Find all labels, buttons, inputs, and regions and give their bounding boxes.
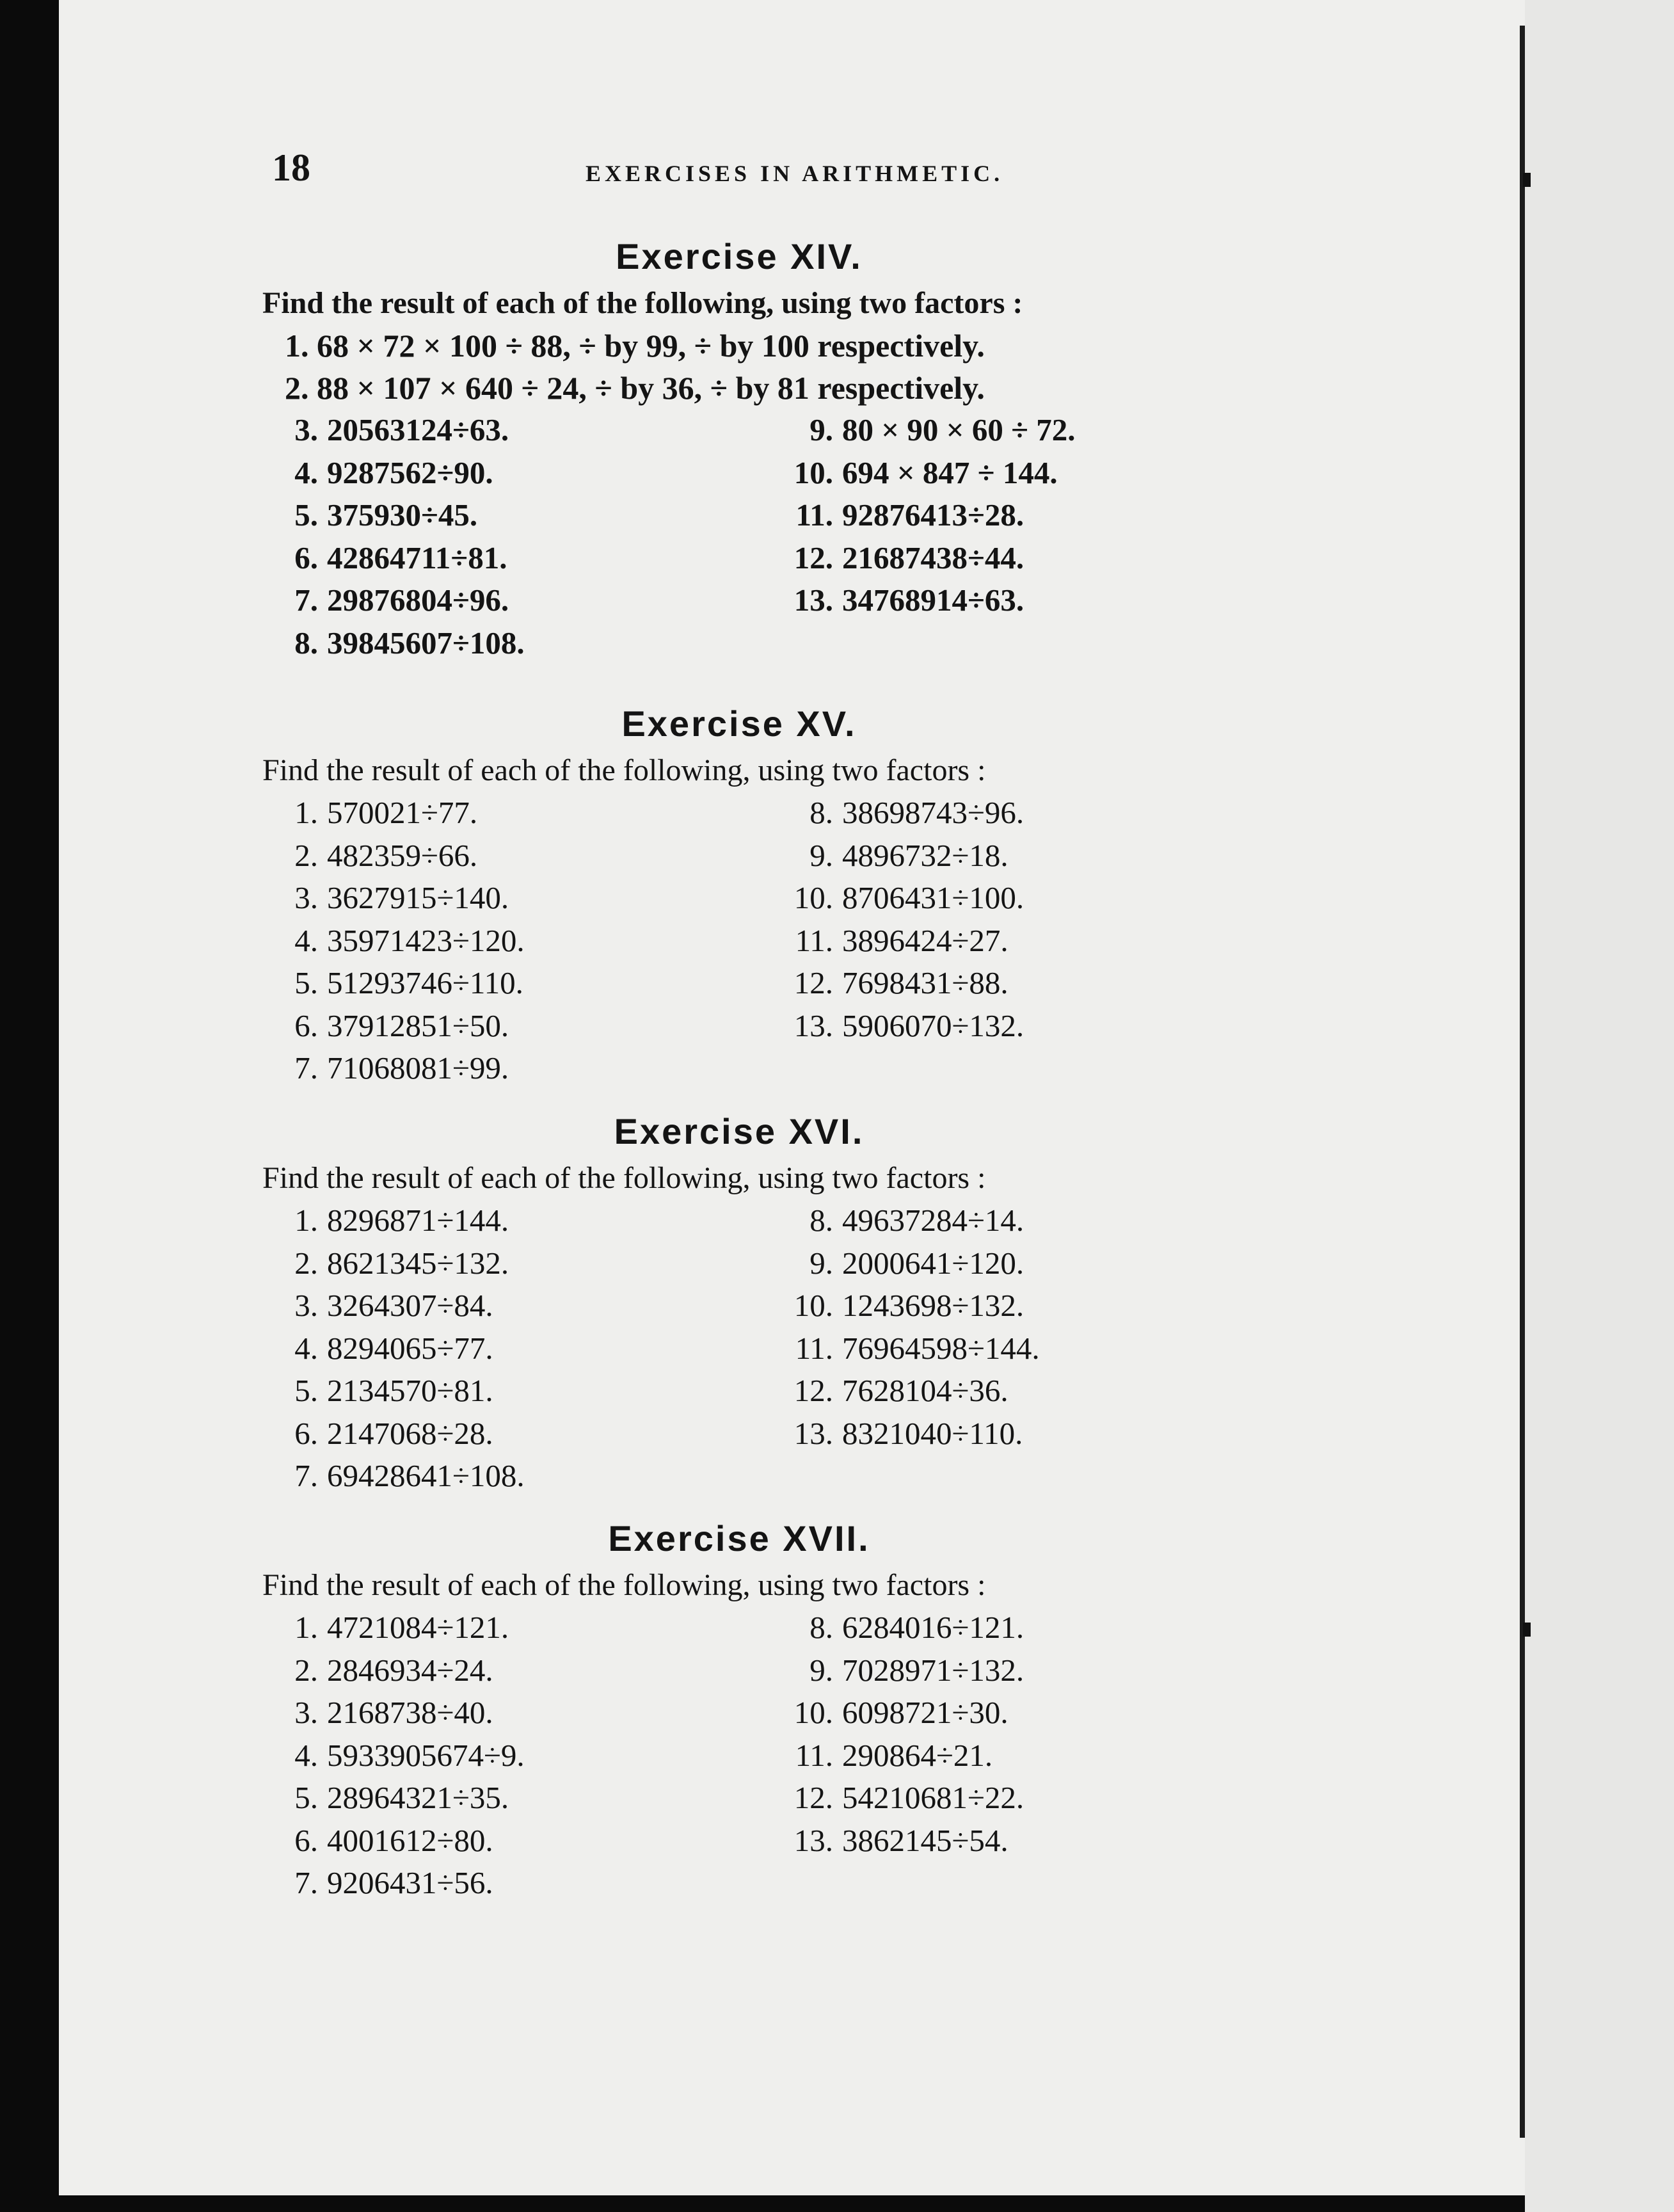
item-expression: 42864711÷81. — [327, 540, 507, 575]
item-expression: 570021÷77. — [327, 795, 478, 830]
exercise-item — [266, 1455, 765, 1498]
item-number: 11. — [795, 922, 833, 958]
item-number: 5. — [294, 965, 318, 1000]
item-number: 13. — [793, 1007, 833, 1043]
exercise-item — [266, 579, 765, 622]
item-number: 4. — [294, 454, 318, 490]
item-number: 7. — [294, 1458, 318, 1493]
item-number: 1. — [294, 1203, 318, 1238]
item-number: 1. — [294, 1610, 318, 1645]
item-expression: 54210681÷22. — [842, 1780, 1024, 1815]
item-expression: 8321040÷110. — [842, 1415, 1023, 1451]
exercise-item — [768, 409, 1216, 452]
exercise-item — [768, 920, 1216, 963]
item-number: 6. — [294, 1007, 318, 1043]
exercise-item — [266, 877, 765, 920]
exercise-item — [266, 622, 765, 665]
item-number: 6. — [294, 540, 318, 575]
left-column — [266, 409, 765, 664]
item-number: 7. — [294, 582, 318, 618]
item-expression: 8621345÷132. — [327, 1245, 509, 1281]
item-expression: 8294065÷77. — [327, 1330, 493, 1366]
exercise-instruction: Find the result of each of the following, using two factors : — [262, 1161, 986, 1195]
exercise-item — [266, 1005, 765, 1048]
adjacent-page-edge — [1525, 0, 1674, 2212]
exercise-item — [768, 1285, 1216, 1327]
exercise-section-xvii — [253, 1516, 1225, 1900]
exercise-item — [768, 1607, 1216, 1649]
exercise-item — [768, 877, 1216, 920]
exercise-item — [266, 1370, 765, 1413]
item-expression: 7698431÷88. — [842, 965, 1008, 1000]
binding-mark — [1523, 1623, 1531, 1637]
item-expression: 28964321÷35. — [327, 1780, 509, 1815]
exercise-instruction: Find the result of each of the following, using two factors : — [262, 286, 1023, 320]
item-expression: 3627915÷140. — [327, 880, 509, 915]
exercise-item — [768, 1735, 1216, 1777]
item-number: 5. — [294, 1373, 318, 1408]
item-number: 11. — [795, 1737, 833, 1773]
exercise-item — [768, 1370, 1216, 1413]
exercise-item — [266, 452, 765, 495]
item-number: 9. — [809, 412, 833, 447]
exercise-item — [768, 835, 1216, 878]
item-expression: 35971423÷120. — [327, 922, 525, 958]
exercise-section-xv — [253, 701, 1225, 1086]
exercise-item — [266, 1735, 765, 1777]
item-expression: 69428641÷108. — [327, 1458, 525, 1493]
item-number: 10. — [793, 880, 833, 915]
exercise-item — [266, 1199, 765, 1242]
exercise-item — [266, 1692, 765, 1735]
exercise-item — [285, 367, 1225, 409]
exercise-item — [266, 792, 765, 835]
left-column — [266, 1607, 765, 1905]
exercise-item — [768, 962, 1216, 1005]
exercise-item — [266, 1242, 765, 1285]
item-number: 5. — [294, 1780, 318, 1815]
item-expression: 8706431÷100. — [842, 880, 1024, 915]
page-gutter-line — [1520, 26, 1525, 2138]
item-number: 13. — [793, 1415, 833, 1451]
page-number: 18 — [272, 147, 310, 189]
exercise-item — [768, 1777, 1216, 1820]
item-expression: 51293746÷110. — [327, 965, 523, 1000]
exercise-item — [266, 1413, 765, 1455]
exercise-instruction: Find the result of each of the following, using two factors : — [262, 1568, 986, 1602]
item-expression: 3264307÷84. — [327, 1288, 493, 1323]
item-expression: 34768914÷63. — [842, 582, 1024, 618]
item-expression: 3896424÷27. — [842, 922, 1008, 958]
item-expression: 2147068÷28. — [327, 1415, 493, 1451]
exercise-title: Exercise XV. — [621, 703, 857, 744]
item-number: 6. — [294, 1415, 318, 1451]
item-expression: 88 × 107 × 640 ÷ 24, ÷ by 36, ÷ by 81 respectively. — [317, 370, 985, 406]
item-number: 9. — [809, 1652, 833, 1688]
item-expression: 290864÷21. — [842, 1737, 993, 1773]
item-expression: 92876413÷28. — [842, 497, 1024, 533]
exercise-item — [768, 1692, 1216, 1735]
item-number: 3. — [294, 880, 318, 915]
exercise-item — [768, 537, 1216, 580]
item-expression: 4721084÷121. — [327, 1610, 509, 1645]
exercise-item — [266, 1649, 765, 1692]
item-expression: 6098721÷30. — [842, 1695, 1008, 1730]
item-expression: 21687438÷44. — [842, 540, 1024, 575]
item-number: 11. — [795, 497, 833, 533]
running-title: EXERCISES IN ARITHMETIC. — [586, 161, 1004, 186]
item-number: 6. — [294, 1822, 318, 1858]
item-number: 2. — [294, 1245, 318, 1281]
left-column — [266, 1199, 765, 1498]
right-column — [768, 409, 1216, 622]
item-number: 13. — [793, 582, 833, 618]
item-number: 11. — [795, 1330, 833, 1366]
left-column — [266, 792, 765, 1090]
item-number: 12. — [793, 1373, 833, 1408]
exercise-item — [768, 452, 1216, 495]
item-expression: 2134570÷81. — [327, 1373, 493, 1408]
item-expression: 4896732÷18. — [842, 837, 1008, 873]
exercise-section-xvi — [253, 1109, 1225, 1493]
item-number: 8. — [294, 625, 318, 661]
item-number: 2. — [294, 1652, 318, 1688]
item-number: 3. — [294, 1695, 318, 1730]
item-expression: 5906070÷132. — [842, 1007, 1024, 1043]
item-number: 4. — [294, 1737, 318, 1773]
item-expression: 9206431÷56. — [327, 1865, 493, 1900]
item-expression: 6284016÷121. — [842, 1610, 1024, 1645]
exercise-section-xiv — [253, 234, 1225, 661]
right-column — [768, 1199, 1216, 1455]
item-expression: 5933905674÷9. — [327, 1737, 525, 1773]
item-expression: 7028971÷132. — [842, 1652, 1024, 1688]
item-expression: 1243698÷132. — [842, 1288, 1024, 1323]
item-expression: 4001612÷80. — [327, 1822, 493, 1858]
item-number: 3. — [294, 1288, 318, 1323]
item-expression: 8296871÷144. — [327, 1203, 509, 1238]
right-column — [768, 1607, 1216, 1862]
item-expression: 29876804÷96. — [327, 582, 509, 618]
item-expression: 9287562÷90. — [327, 454, 493, 490]
item-number: 12. — [793, 1780, 833, 1815]
page-header — [272, 146, 1257, 197]
exercise-title: Exercise XVI. — [614, 1111, 865, 1151]
item-expression: 71068081÷99. — [327, 1050, 509, 1086]
exercise-item — [266, 835, 765, 878]
item-expression: 80 × 90 × 60 ÷ 72. — [842, 412, 1076, 447]
item-number: 10. — [793, 1695, 833, 1730]
item-expression: 694 × 847 ÷ 144. — [842, 454, 1058, 490]
item-number: 2. — [294, 837, 318, 873]
exercise-instruction: Find the result of each of the following, using two factors : — [262, 753, 986, 787]
item-number: 13. — [793, 1822, 833, 1858]
item-number: 12. — [793, 540, 833, 575]
exercise-item — [768, 1242, 1216, 1285]
exercise-item — [266, 1607, 765, 1649]
item-number: 10. — [793, 1288, 833, 1323]
exercise-item — [266, 409, 765, 452]
item-number: 8. — [809, 1610, 833, 1645]
item-number: 5. — [294, 497, 318, 533]
exercise-item — [768, 1820, 1216, 1863]
exercise-title: Exercise XVII. — [608, 1518, 870, 1559]
item-expression: 2000641÷120. — [842, 1245, 1024, 1281]
item-expression: 7628104÷36. — [842, 1373, 1008, 1408]
item-number: 1. — [285, 328, 309, 364]
exercise-item — [266, 1777, 765, 1820]
exercise-item — [768, 1005, 1216, 1048]
item-number: 8. — [809, 795, 833, 830]
item-expression: 37912851÷50. — [327, 1007, 509, 1043]
item-number: 1. — [294, 795, 318, 830]
exercise-item — [768, 1649, 1216, 1692]
item-expression: 68 × 72 × 100 ÷ 88, ÷ by 99, ÷ by 100 respectively. — [317, 328, 985, 364]
item-expression: 20563124÷63. — [327, 412, 509, 447]
item-number: 12. — [793, 965, 833, 1000]
exercise-item — [266, 1047, 765, 1090]
exercise-item — [266, 537, 765, 580]
exercise-title: Exercise XIV. — [616, 236, 863, 276]
exercise-item — [768, 1327, 1216, 1370]
item-expression: 49637284÷14. — [842, 1203, 1024, 1238]
exercise-item — [768, 1199, 1216, 1242]
item-number: 4. — [294, 922, 318, 958]
exercise-item — [266, 1327, 765, 1370]
item-number: 9. — [809, 1245, 833, 1281]
item-expression: 38698743÷96. — [842, 795, 1024, 830]
item-number: 10. — [793, 454, 833, 490]
item-expression: 2846934÷24. — [327, 1652, 493, 1688]
right-column — [768, 792, 1216, 1047]
item-expression: 76964598÷144. — [842, 1330, 1040, 1366]
exercise-item — [768, 494, 1216, 537]
item-expression: 39845607÷108. — [327, 625, 525, 661]
exercise-item — [768, 1413, 1216, 1455]
item-number: 9. — [809, 837, 833, 873]
item-expression: 2168738÷40. — [327, 1695, 493, 1730]
binding-mark — [1523, 173, 1531, 187]
exercise-item — [266, 1285, 765, 1327]
item-expression: 3862145÷54. — [842, 1822, 1008, 1858]
exercise-item — [285, 325, 1225, 367]
exercise-item — [266, 920, 765, 963]
item-number: 7. — [294, 1050, 318, 1086]
item-number: 7. — [294, 1865, 318, 1900]
item-number: 2. — [285, 370, 309, 406]
exercise-item — [768, 792, 1216, 835]
exercise-item — [266, 494, 765, 537]
item-number: 3. — [294, 412, 318, 447]
item-expression: 482359÷66. — [327, 837, 478, 873]
exercise-item — [768, 579, 1216, 622]
item-number: 4. — [294, 1330, 318, 1366]
exercise-item — [266, 1862, 765, 1905]
item-number: 8. — [809, 1203, 833, 1238]
exercise-item — [266, 962, 765, 1005]
exercise-item — [266, 1820, 765, 1863]
item-expression: 375930÷45. — [327, 497, 478, 533]
